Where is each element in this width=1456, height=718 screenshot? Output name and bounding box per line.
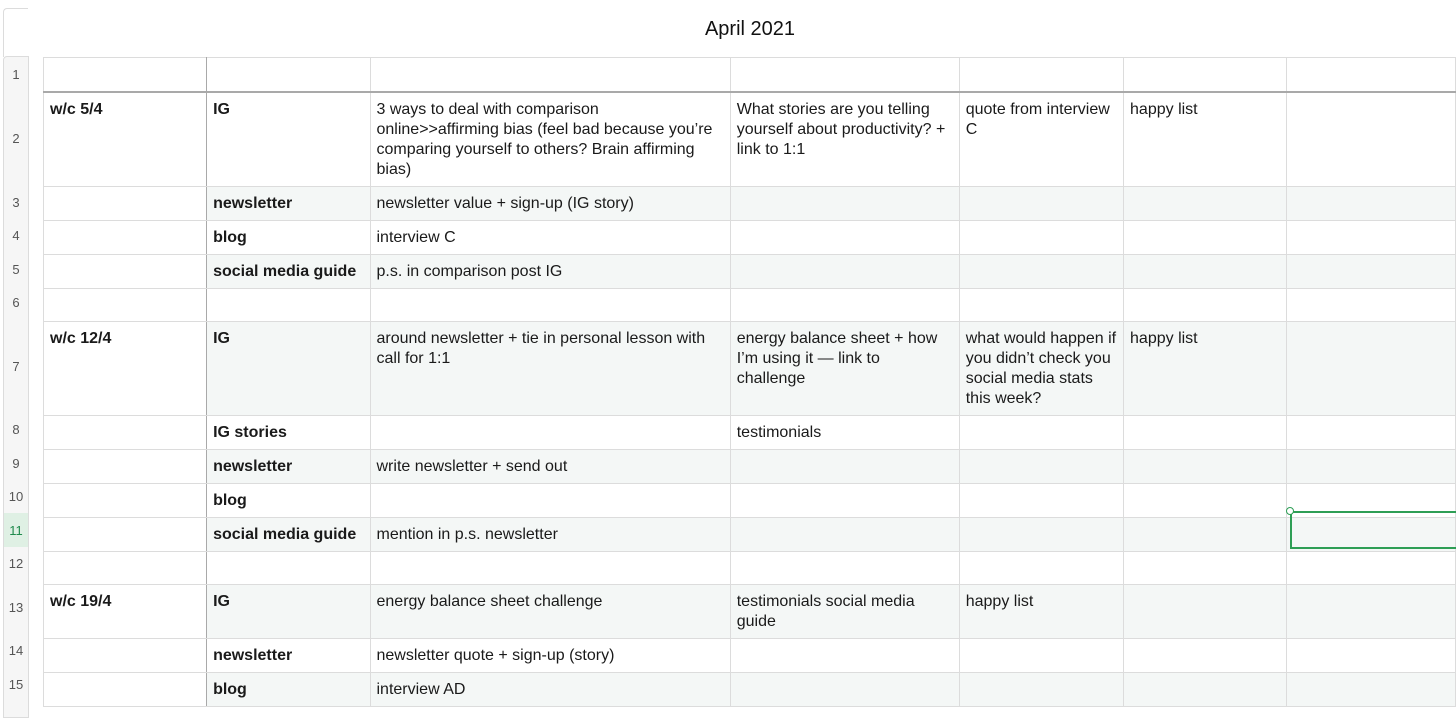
cell[interactable] xyxy=(1124,638,1287,672)
table-row xyxy=(44,483,1456,517)
cell[interactable] xyxy=(1124,254,1287,288)
table-row xyxy=(44,449,1456,483)
cell[interactable] xyxy=(1124,288,1287,321)
cell[interactable] xyxy=(959,449,1123,483)
selection-handle[interactable] xyxy=(1286,507,1294,515)
cell[interactable] xyxy=(959,186,1123,220)
cell[interactable] xyxy=(1287,220,1456,254)
row-number[interactable]: 7 xyxy=(12,358,20,374)
cell[interactable] xyxy=(959,415,1123,449)
row-header-column xyxy=(3,56,29,718)
cell[interactable]: quote from interview C xyxy=(959,92,1123,187)
table-row xyxy=(44,551,1456,584)
cell[interactable] xyxy=(1287,672,1456,706)
cell[interactable]: IG xyxy=(207,584,370,638)
cell[interactable]: newsletter xyxy=(207,449,370,483)
cell[interactable] xyxy=(44,58,207,92)
table-row xyxy=(44,220,1456,254)
cell[interactable] xyxy=(730,517,959,551)
row-number[interactable]: 11 xyxy=(4,513,28,547)
row-number[interactable]: 12 xyxy=(8,556,24,571)
cell[interactable] xyxy=(44,415,207,449)
cell[interactable] xyxy=(44,638,207,672)
cell[interactable]: w/c 12/4 xyxy=(44,321,207,415)
cell[interactable] xyxy=(959,220,1123,254)
cell[interactable]: mention in p.s. newsletter xyxy=(370,517,730,551)
cell[interactable] xyxy=(1124,186,1287,220)
cell[interactable] xyxy=(730,672,959,706)
table-row xyxy=(44,186,1456,220)
cell[interactable] xyxy=(959,254,1123,288)
cell[interactable]: newsletter value + sign-up (IG story) xyxy=(370,186,730,220)
cell[interactable] xyxy=(730,288,959,321)
cell[interactable] xyxy=(44,288,207,321)
row-number[interactable]: 1 xyxy=(12,66,20,82)
cell[interactable] xyxy=(44,483,207,517)
cell[interactable] xyxy=(1287,321,1456,415)
cell[interactable]: happy list xyxy=(1124,92,1287,187)
cell[interactable] xyxy=(44,449,207,483)
row-number[interactable]: 9 xyxy=(12,455,20,471)
sheet-title: April 2021 xyxy=(704,18,796,40)
cell[interactable]: w/c 19/4 xyxy=(44,584,207,638)
table-row xyxy=(44,288,1456,321)
table-row xyxy=(44,58,1456,92)
cell[interactable] xyxy=(1124,672,1287,706)
table-row xyxy=(44,517,1456,551)
cell[interactable]: happy list xyxy=(959,584,1123,638)
cell[interactable]: IG stories xyxy=(207,415,370,449)
row-number[interactable]: 4 xyxy=(12,228,20,243)
cell[interactable] xyxy=(1287,186,1456,220)
table-row xyxy=(44,321,1456,415)
row-number[interactable]: 14 xyxy=(8,643,24,658)
row-number[interactable]: 5 xyxy=(12,261,20,277)
cell[interactable] xyxy=(959,483,1123,517)
cell[interactable] xyxy=(207,288,370,321)
cell[interactable] xyxy=(1287,449,1456,483)
cell[interactable] xyxy=(370,415,730,449)
spreadsheet-grid xyxy=(43,57,1456,707)
cell[interactable] xyxy=(730,58,959,92)
cell[interactable]: blog xyxy=(207,483,370,517)
cell[interactable]: blog xyxy=(207,672,370,706)
cell[interactable]: testimonials social media guide xyxy=(730,584,959,638)
cell[interactable]: IG xyxy=(207,92,370,187)
cell[interactable]: write newsletter + send out xyxy=(370,449,730,483)
cell[interactable] xyxy=(44,517,207,551)
cell[interactable]: interview C xyxy=(370,220,730,254)
cell-selection-outline[interactable] xyxy=(1290,511,1456,549)
cell[interactable] xyxy=(959,288,1123,321)
cell[interactable] xyxy=(959,58,1123,92)
cell[interactable] xyxy=(207,551,370,584)
cell[interactable]: around newsletter + tie in personal lesson with call for 1:1 xyxy=(370,321,730,415)
cell[interactable] xyxy=(1124,449,1287,483)
cell[interactable]: happy list xyxy=(1124,321,1287,415)
row-number[interactable]: 2 xyxy=(12,130,20,146)
cell[interactable]: what would happen if you didn’t check you social media stats this week? xyxy=(959,321,1123,415)
cell[interactable] xyxy=(1287,584,1456,638)
cell[interactable] xyxy=(1124,551,1287,584)
cell[interactable]: 3 ways to deal with comparison online>>affirming bias (feel bad because you’re comparing yourself to others? Brain affirming bias) xyxy=(370,92,730,187)
cell[interactable] xyxy=(730,449,959,483)
table-row xyxy=(44,672,1456,706)
cell[interactable] xyxy=(730,186,959,220)
cell[interactable] xyxy=(370,551,730,584)
row-header-corner xyxy=(3,8,28,57)
row-number[interactable]: 10 xyxy=(8,489,24,504)
cell[interactable] xyxy=(730,220,959,254)
row-number[interactable]: 3 xyxy=(12,194,20,210)
cell[interactable]: newsletter xyxy=(207,638,370,672)
cell[interactable]: What stories are you telling yourself about productivity? + link to 1:1 xyxy=(730,92,959,187)
cell[interactable]: interview AD xyxy=(370,672,730,706)
row-number[interactable]: 6 xyxy=(12,295,20,310)
cell[interactable] xyxy=(1287,415,1456,449)
cell[interactable] xyxy=(959,517,1123,551)
cell[interactable]: p.s. in comparison post IG xyxy=(370,254,730,288)
cell[interactable] xyxy=(370,483,730,517)
row-number[interactable]: 8 xyxy=(12,422,20,437)
cell[interactable] xyxy=(730,254,959,288)
cell[interactable] xyxy=(1287,551,1456,584)
cell[interactable]: social media guide xyxy=(207,517,370,551)
cell[interactable] xyxy=(959,551,1123,584)
cell[interactable] xyxy=(1124,415,1287,449)
cell[interactable] xyxy=(1124,483,1287,517)
cell[interactable] xyxy=(959,672,1123,706)
cell[interactable] xyxy=(1124,58,1287,92)
cell[interactable] xyxy=(1287,638,1456,672)
cell[interactable] xyxy=(370,288,730,321)
cell[interactable] xyxy=(1287,92,1456,187)
cell[interactable] xyxy=(730,483,959,517)
cell[interactable] xyxy=(370,58,730,92)
cell[interactable]: energy balance sheet challenge xyxy=(370,584,730,638)
cell[interactable] xyxy=(1124,220,1287,254)
cell[interactable] xyxy=(44,254,207,288)
cell[interactable] xyxy=(1287,288,1456,321)
cell[interactable] xyxy=(207,58,370,92)
table-row xyxy=(44,415,1456,449)
cell[interactable] xyxy=(1287,254,1456,288)
cell[interactable]: blog xyxy=(207,220,370,254)
cell[interactable] xyxy=(1287,58,1456,92)
table-row xyxy=(44,584,1456,638)
row-number[interactable]: 15 xyxy=(8,676,24,692)
table-row xyxy=(44,638,1456,672)
cell[interactable]: IG xyxy=(207,321,370,415)
table-row xyxy=(44,92,1456,187)
row-number[interactable]: 13 xyxy=(8,599,24,615)
cell[interactable] xyxy=(44,220,207,254)
cell[interactable] xyxy=(44,186,207,220)
cell[interactable]: testimonials xyxy=(730,415,959,449)
cell[interactable]: social media guide xyxy=(207,254,370,288)
cell[interactable]: energy balance sheet + how I’m using it — link to challenge xyxy=(730,321,959,415)
cell[interactable] xyxy=(730,551,959,584)
cell[interactable] xyxy=(44,672,207,706)
cell[interactable] xyxy=(44,551,207,584)
cell[interactable]: w/c 5/4 xyxy=(44,92,207,187)
cell[interactable] xyxy=(1124,584,1287,638)
cell[interactable] xyxy=(959,638,1123,672)
cell[interactable] xyxy=(730,638,959,672)
table-row xyxy=(44,254,1456,288)
cell[interactable] xyxy=(1124,517,1287,551)
cell[interactable]: newsletter quote + sign-up (story) xyxy=(370,638,730,672)
cell[interactable]: newsletter xyxy=(207,186,370,220)
